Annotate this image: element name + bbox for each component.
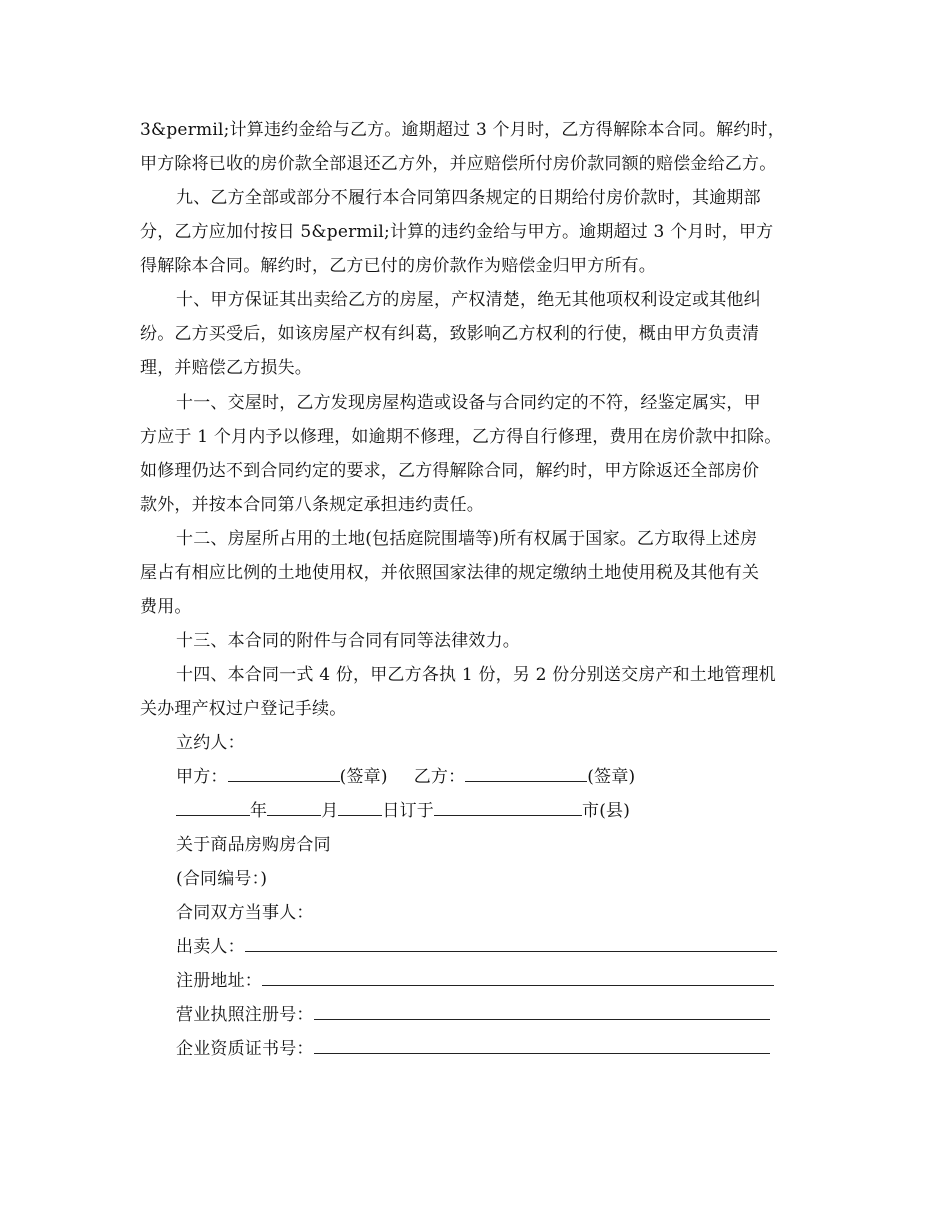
- year-label: 年: [250, 801, 268, 821]
- parties-heading: 合同双方当事人：: [176, 903, 314, 923]
- body-line: 如修理仍达不到合同约定的要求，乙方得解除合同，解约时，甲方除返还全部房价: [140, 461, 760, 481]
- year-blank: [176, 801, 250, 816]
- contract-number: (合同编号：): [176, 869, 268, 889]
- day-signed-label: 日订于: [382, 801, 435, 821]
- body-line: 理，并赔偿乙方损失。: [140, 358, 312, 378]
- license-label: 营业执照注册号：: [176, 1005, 314, 1025]
- party-a-blank: [228, 767, 340, 782]
- body-line: 费用。: [140, 597, 192, 617]
- signatories-label: 立约人：: [176, 733, 245, 753]
- party-b-label: 乙方：: [413, 767, 466, 787]
- day-blank: [338, 801, 382, 816]
- clause-13-line: 十三、本合同的附件与合同有同等法律效力。: [176, 631, 520, 651]
- address-row: [0, 971, 950, 991]
- body-line: 分，乙方应加付按日 5&permil;计算的违约金给与甲方。逾期超过 3 个月时，甲方: [140, 222, 774, 242]
- city-blank: [434, 801, 582, 816]
- clause-10-line: 十、甲方保证其出卖给乙方的房屋，产权清楚，绝无其他项权利设定或其他纠: [176, 290, 761, 310]
- body-line: 得解除本合同。解约时，乙方已付的房价款作为赔偿金归甲方所有。: [140, 256, 656, 276]
- license-row: [0, 1005, 950, 1025]
- cert-label: 企业资质证书号：: [176, 1039, 314, 1059]
- body-line: 方应于 1 个月内予以修理，如逾期不修理，乙方得自行修理，费用在房价款中扣除。: [140, 427, 782, 447]
- body-line: 屋占有相应比例的土地使用权，并依照国家法律的规定缴纳土地使用税及其他有关: [140, 563, 760, 583]
- clause-9-line: 九、乙方全部或部分不履行本合同第四条规定的日期给付房价款时，其逾期部: [176, 188, 761, 208]
- cert-row: [0, 1039, 950, 1059]
- party-b-seal: (签章): [587, 767, 636, 787]
- month-blank: [267, 801, 321, 816]
- body-line: 款外，并按本合同第八条规定承担违约责任。: [140, 495, 484, 515]
- date-place-row: [0, 801, 950, 821]
- seller-row: [0, 937, 950, 957]
- party-a-seal: (签章): [339, 767, 388, 787]
- seller-label: 出卖人：: [176, 937, 245, 957]
- party-signature-row: [0, 767, 950, 787]
- body-line: 3&permil;计算违约金给与乙方。逾期超过 3 个月时，乙方得解除本合同。解约时，: [140, 120, 785, 140]
- license-blank: [314, 1005, 770, 1020]
- party-b-blank: [465, 767, 587, 782]
- month-label: 月: [321, 801, 339, 821]
- city-label: 市(县): [582, 801, 631, 821]
- address-blank: [262, 971, 774, 986]
- body-line: 甲方除将已收的房价款全部退还乙方外，并应赔偿所付房价款同额的赔偿金给乙方。: [140, 154, 777, 174]
- party-a-label: 甲方：: [176, 767, 228, 787]
- body-line: 纷。乙方买受后，如该房屋产权有纠葛，致影响乙方权利的行使，概由甲方负责清: [140, 324, 760, 344]
- clause-14-line: 十四、本合同一式 4 份，甲乙方各执 1 份，另 2 份分别送交房产和土地管理机: [176, 665, 776, 685]
- clause-12-line: 十二、房屋所占用的土地(包括庭院围墙等)所有权属于国家。乙方取得上述房: [176, 529, 758, 549]
- sub-contract-title: 关于商品房购房合同: [176, 835, 331, 855]
- address-label: 注册地址：: [176, 971, 262, 991]
- clause-11-line: 十一、交屋时，乙方发现房屋构造或设备与合同约定的不符，经鉴定属实，甲: [176, 393, 761, 413]
- cert-blank: [314, 1039, 770, 1054]
- body-line: 关办理产权过户登记手续。: [140, 699, 347, 719]
- seller-blank: [245, 937, 777, 952]
